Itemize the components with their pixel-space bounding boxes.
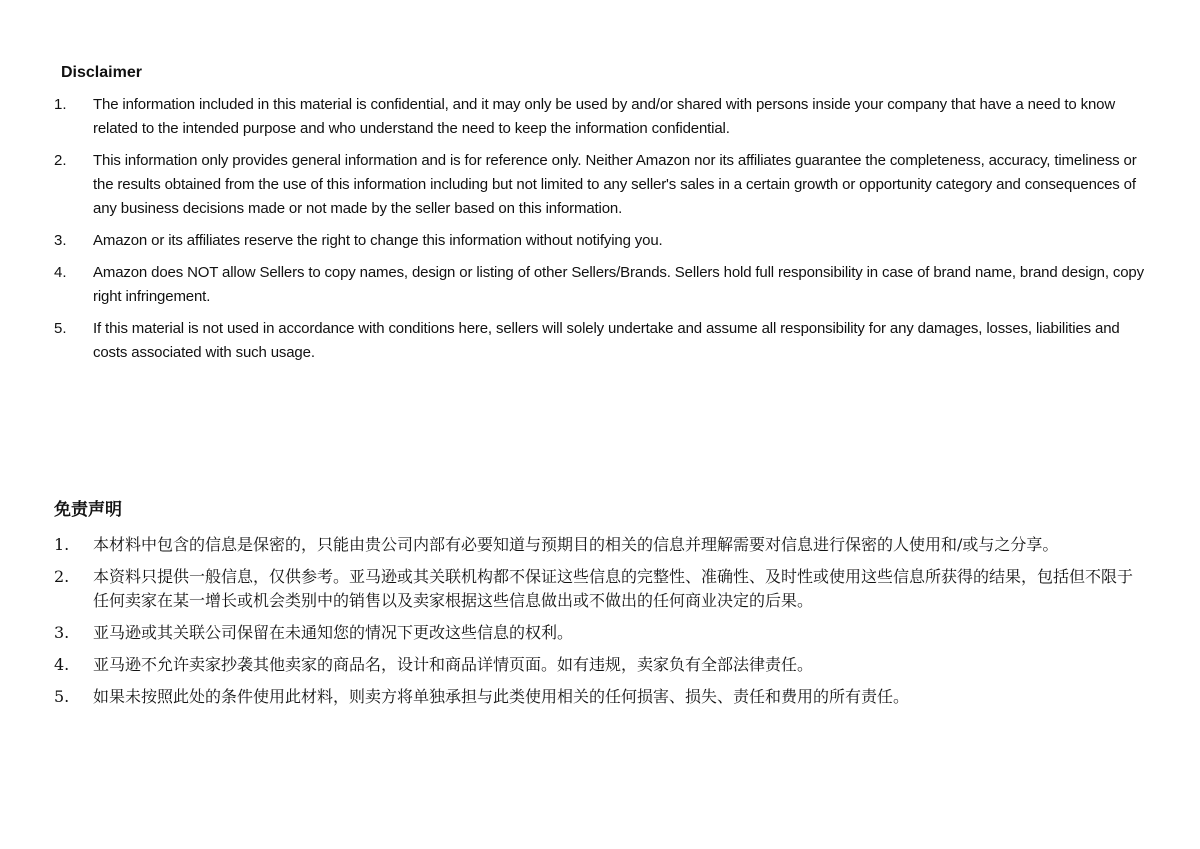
disclaimer-zh-list bbox=[54, 533, 1144, 709]
item-number: 5. bbox=[54, 687, 70, 706]
item-text: If this material is not used in accordance with conditions here, sellers will solely undertake and assume all responsibility for any damages, losses, liabilities and costs associated with such usage. bbox=[93, 320, 1120, 361]
item-number: 2. bbox=[54, 152, 67, 169]
item-number: 1. bbox=[54, 535, 70, 554]
item-text: 本材料中包含的信息是保密的，只能由贵公司内部有必要知道与预期目的相关的信息并理解需要对信息进行保密的人使用和/或与之分享。 bbox=[93, 535, 1059, 554]
item-text: 如果未按照此处的条件使用此材料，则卖方将单独承担与此类使用相关的任何损害、损失、责任和费用的所有责任。 bbox=[93, 687, 910, 706]
item-text: Amazon or its affiliates reserve the right to change this information without notifying you. bbox=[93, 232, 663, 249]
disclaimer-zh-item-1 bbox=[54, 533, 1144, 557]
disclaimer-zh-item-4 bbox=[54, 653, 1144, 677]
disclaimer-en-item-4 bbox=[54, 261, 1144, 309]
item-text: 本资料只提供一般信息，仅供参考。亚马逊或其关联机构都不保证这些信息的完整性、准确性、及时性或使用这些信息所获得的结果，包括但不限于任何卖家在某一增长或机会类别中的销售以及卖家根据这些信息做出或不做出的任何商业决定的后果。 bbox=[93, 567, 1134, 610]
disclaimer-en-item-1 bbox=[54, 93, 1144, 141]
item-number: 5. bbox=[54, 320, 67, 337]
item-number: 4. bbox=[54, 655, 70, 674]
disclaimer-en-list bbox=[54, 93, 1144, 365]
disclaimer-zh-heading: 免责声明 bbox=[54, 500, 122, 520]
disclaimer-zh-section bbox=[54, 497, 1144, 717]
item-number: 3. bbox=[54, 232, 67, 249]
disclaimer-en-item-5 bbox=[54, 317, 1144, 365]
disclaimer-zh-item-3 bbox=[54, 621, 1144, 645]
disclaimer-zh-item-2 bbox=[54, 565, 1144, 613]
item-text: The information included in this material is confidential, and it may only be used by and/or shared with persons inside your company that have a need to know related to the intended purpose and who understand the need to keep the information confidential. bbox=[93, 96, 1116, 137]
item-number: 3. bbox=[54, 623, 70, 642]
item-text: 亚马逊不允许卖家抄袭其他卖家的商品名，设计和商品详情页面。如有违规，卖家负有全部法律责任。 bbox=[93, 655, 814, 674]
item-number: 1. bbox=[54, 96, 67, 113]
disclaimer-zh-item-5 bbox=[54, 685, 1144, 709]
disclaimer-en-item-3 bbox=[54, 229, 1144, 253]
disclaimer-en-item-2 bbox=[54, 149, 1144, 221]
item-number: 4. bbox=[54, 264, 67, 281]
item-text: Amazon does NOT allow Sellers to copy names, design or listing of other Sellers/Brands. Sellers hold full responsibility in case of brand name, brand design, copy right infringement. bbox=[93, 264, 1144, 305]
disclaimer-en-section bbox=[54, 62, 1144, 373]
disclaimer-en-heading: Disclaimer bbox=[61, 64, 142, 81]
item-text: 亚马逊或其关联公司保留在未通知您的情况下更改这些信息的权利。 bbox=[93, 623, 574, 642]
item-number: 2. bbox=[54, 567, 70, 586]
item-text: This information only provides general information and is for reference only. Neither Amazon nor its affiliates guarantee the completeness, accuracy, timeliness or the results obtained from the use of this information including but not limited to any seller's sales in a certain growth or opportunity category and consequences of any business decisions made or not made by the seller based on this information. bbox=[93, 152, 1137, 217]
